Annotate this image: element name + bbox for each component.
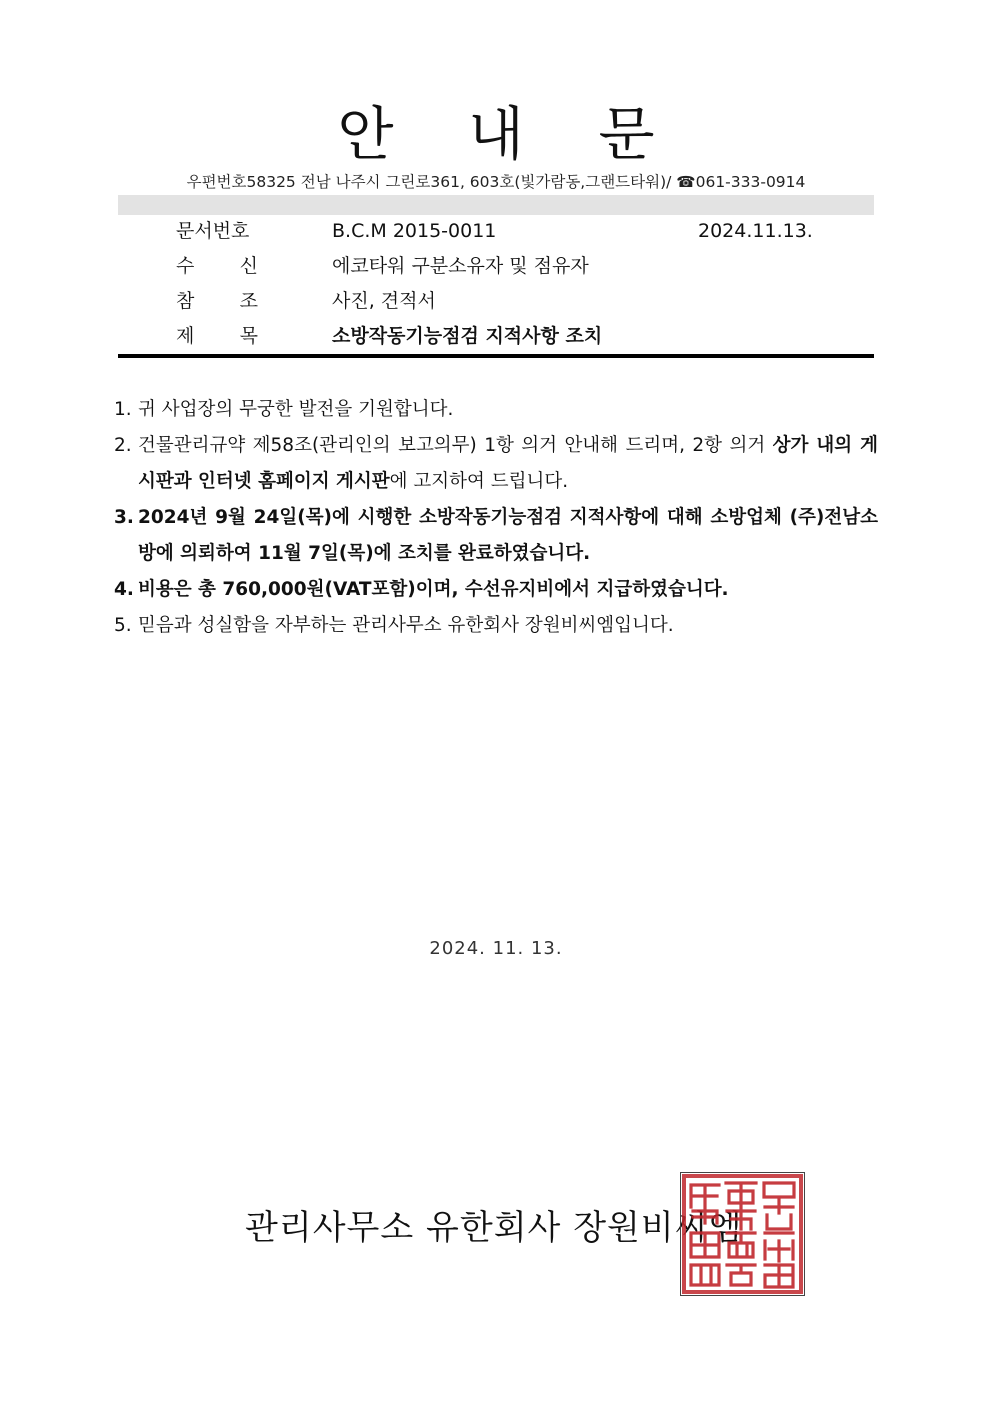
recipient-value: 에코타워 구분소유자 및 점유자 bbox=[332, 255, 589, 277]
doc-number-label: 문서번호 bbox=[176, 220, 250, 242]
subject-label: 제 목 bbox=[176, 325, 258, 347]
grey-header-bar bbox=[118, 195, 874, 215]
item-number: 4. bbox=[114, 579, 134, 600]
document-title: 안 내 문 bbox=[337, 100, 683, 168]
item-text: 2024년 9월 24일(목)에 시행한 소방작동기능점검 지적사항에 대해 소방업체 (주)전남소방에 의뢰하여 11월 7일(목)에 조치를 완료하였습니다. bbox=[138, 507, 878, 564]
item-text-bold: 상가 내의 게시판과 인터넷 홈페이지 게시판 bbox=[138, 435, 878, 492]
item-text-tail: 에 고지하여 드립니다. bbox=[389, 471, 569, 492]
list-item bbox=[114, 500, 878, 572]
signature-line: 관리사무소 유한회사 장원비씨엠 bbox=[245, 1208, 743, 1248]
list-item bbox=[114, 608, 878, 644]
doc-number-value: B.C.M 2015-0011 bbox=[332, 220, 497, 242]
item-text: 비용은 총 760,000원(VAT포함)이며, 수선유지비에서 지급하였습니다. bbox=[138, 579, 729, 600]
list-item bbox=[114, 428, 878, 500]
company-seal bbox=[679, 1171, 806, 1297]
item-text: 귀 사업장의 무궁한 발전을 기원합니다. bbox=[138, 399, 454, 420]
address-line: 우편번호58325 전남 나주시 그린로361, 603호(빛가람동,그랜드타워)/ ☎061-333-0914 bbox=[186, 173, 806, 191]
item-number: 1. bbox=[114, 399, 132, 420]
header-rule bbox=[118, 354, 874, 358]
reference-value: 사진, 견적서 bbox=[332, 290, 436, 312]
recipient-label: 수 신 bbox=[176, 255, 258, 277]
item-text: 건물관리규약 제58조(관리인의 보고의무) 1항 의거 안내해 드리며, 2항 의거 bbox=[138, 435, 773, 456]
meta-row-doc-number bbox=[118, 214, 874, 248]
doc-date: 2024.11.13. bbox=[698, 220, 813, 242]
item-text: 믿음과 성실함을 자부하는 관리사무소 유한회사 장원비씨엠입니다. bbox=[138, 615, 674, 636]
meta-row-subject bbox=[118, 319, 874, 353]
subject-value: 소방작동기능점검 지적사항 조치 bbox=[332, 325, 603, 347]
item-number: 2. bbox=[114, 435, 132, 456]
body-list bbox=[114, 392, 878, 644]
reference-label: 참 조 bbox=[176, 290, 258, 312]
issue-date: 2024. 11. 13. bbox=[429, 938, 563, 959]
meta-row-recipient bbox=[118, 249, 874, 283]
item-number: 5. bbox=[114, 615, 132, 636]
list-item bbox=[114, 572, 878, 608]
item-number: 3. bbox=[114, 507, 134, 528]
meta-row-reference bbox=[118, 284, 874, 318]
seal-glyphs bbox=[691, 1183, 794, 1287]
list-item bbox=[114, 392, 878, 428]
